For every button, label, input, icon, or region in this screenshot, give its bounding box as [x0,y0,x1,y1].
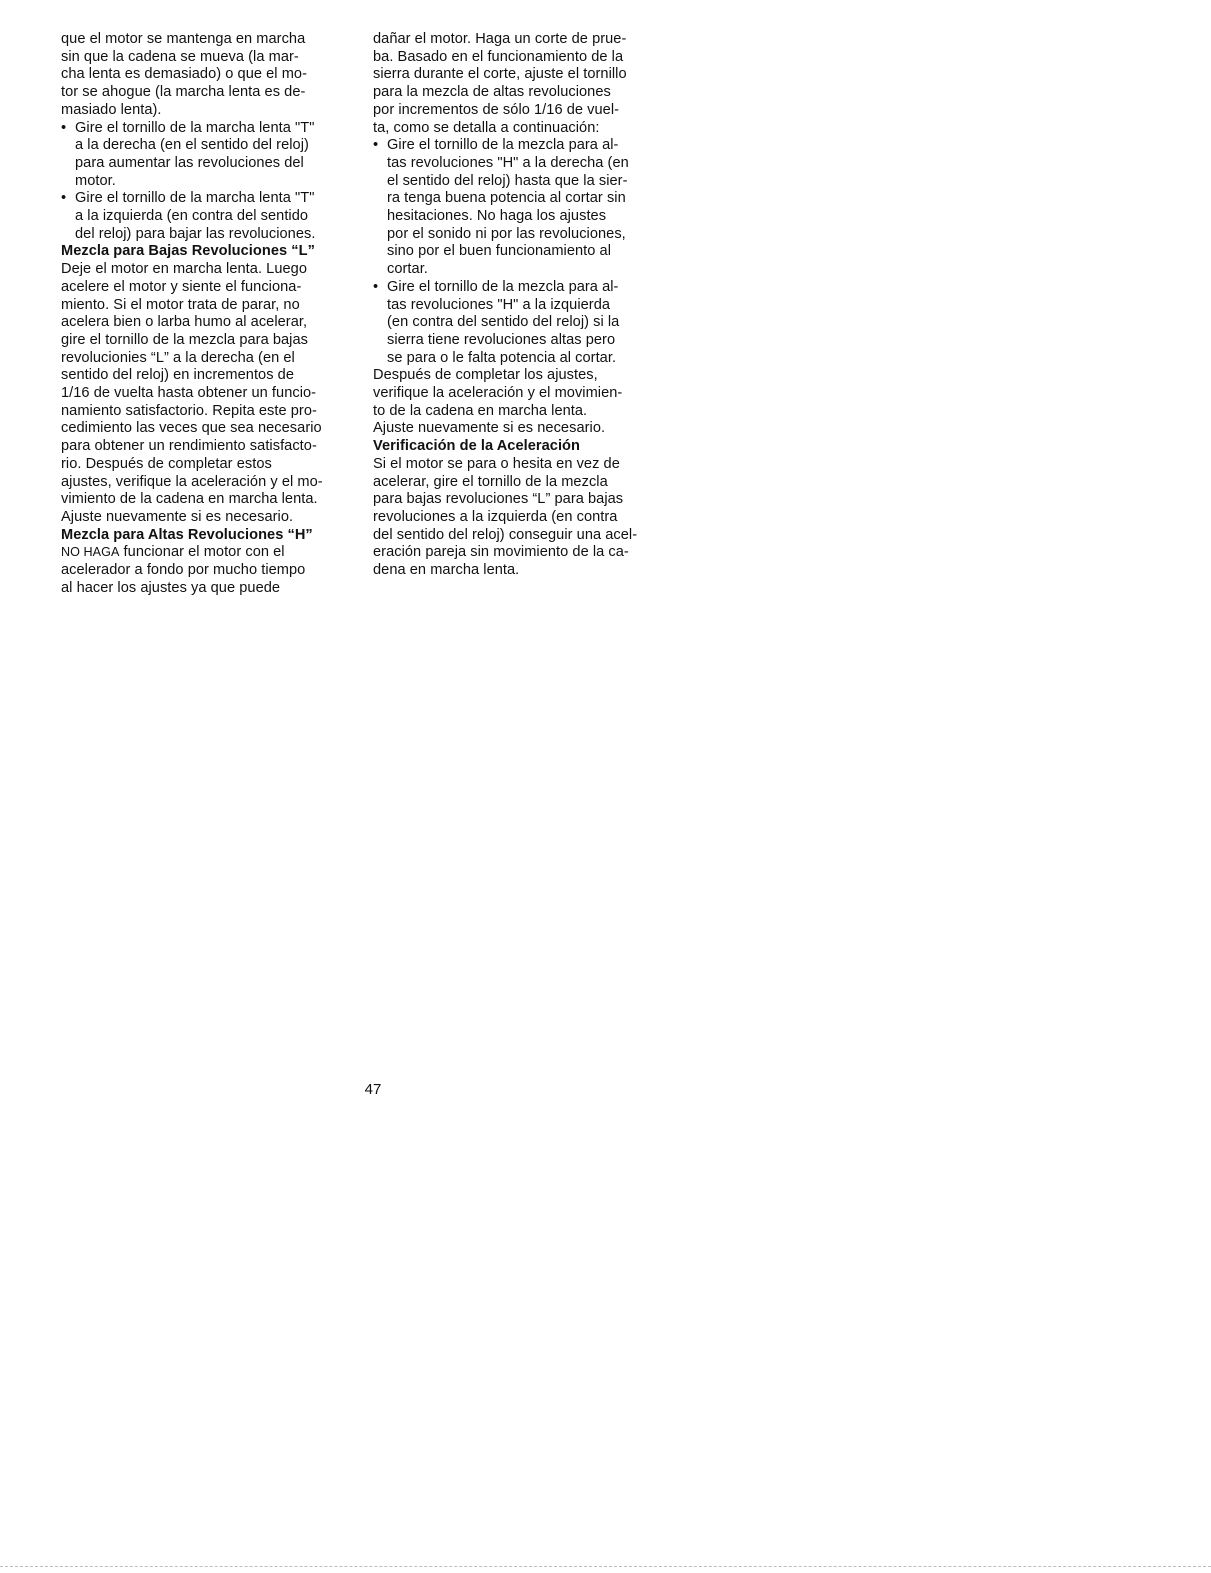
text-line: cha lenta es demasiado) o que el mo- [61,66,307,83]
text-line: Si el motor se para o hesita en vez de [373,455,620,472]
text-line: eración pareja sin movimiento de la ca- [373,544,629,561]
text-line: miento. Si el motor trata de parar, no [61,296,300,313]
text-line: del reloj) para bajar las revoluciones. [75,225,316,242]
text-line: para aumentar las revoluciones del [75,154,304,171]
text-line: por el sonido ni por las revoluciones, [387,225,626,242]
bullet-item [373,137,673,279]
text-line: el sentido del reloj) hasta que la sier- [387,172,628,189]
text-line: acelerar, gire el tornillo de la mezcla [373,473,608,490]
text-line: motor. [75,172,116,189]
text-line: para obtener un rendimiento satisfacto- [61,438,317,455]
text-line: ta, como se detalla a continuación: [373,119,600,136]
text-line: cedimiento las veces que sea necesario [61,420,322,437]
text-line: tor se ahogue (la marcha lenta es de- [61,84,306,101]
text-line: ajustes, verifique la aceleración y el mo- [61,473,323,490]
text-line: dañar el motor. Haga un corte de prue- [373,31,627,47]
text-line: Deje el motor en marcha lenta. Luego [61,261,307,278]
text-line: para la mezcla de altas revoluciones [373,84,611,101]
text-line: acelerador a fondo por mucho tiempo [61,562,306,579]
text-line: sentido del reloj) en incrementos de [61,367,294,384]
text-line: a la derecha (en el sentido del reloj) [75,137,309,154]
right-column [373,31,673,580]
text-line: Ajuste nuevamente si es necesario. [373,420,606,437]
bullet-icon: • [61,190,67,207]
paragraph [373,456,673,580]
paragraph [373,367,673,438]
text-line: a la izquierda (en contra del sentido [75,208,309,225]
text-line: Gire el tornillo de la mezcla para al- [387,278,619,295]
text-line: Gire el tornillo de la marcha lenta "T" [75,190,315,207]
paragraph [61,31,353,120]
bullet-icon: • [373,278,379,295]
text-line: vimiento de la cadena en marcha lenta. [61,491,318,508]
bullet-icon: • [373,137,379,154]
text-line: namiento satisfactorio. Repita este pro- [61,402,317,419]
text-line: Ajuste nuevamente si es necesario. [61,508,294,525]
paragraph [61,544,353,597]
text-line: masiado lenta). [61,101,162,118]
text-line: verifique la aceleración y el movimien- [373,385,623,402]
text-line: hesitaciones. No haga los ajustes [387,208,607,225]
bullet-item [61,120,353,191]
text-line: que el motor se mantenga en marcha [61,31,306,47]
text-line: Gire el tornillo de la marcha lenta "T" [75,119,315,136]
text-line: sin que la cadena se mueva (la mar- [61,48,299,65]
section-heading-acceleration: Verificación de la Aceleración [373,438,580,455]
text-line: gire el tornillo de la mezcla para bajas [61,331,308,348]
emphasis-caps: NO HAGA [61,545,120,560]
text-line: tas revoluciones "H" a la izquierda [387,296,611,313]
text-line: acelere el motor y siente el funciona- [61,278,302,295]
text-line: sierra durante el corte, ajuste el tornillo [373,66,627,83]
text-line: sierra tiene revoluciones altas pero [387,331,616,348]
text-line: para bajas revoluciones “L” para bajas [373,491,624,508]
text-line: ba. Basado en el funcionamiento de la [373,48,624,65]
text-line: funcionar el motor con el [119,544,285,561]
text-line: Gire el tornillo de la mezcla para al- [387,137,619,154]
text-line: por incrementos de sólo 1/16 de vuel- [373,101,620,118]
text-line: sino por el buen funcionamiento al [387,243,611,260]
text-line: ra tenga buena potencia al cortar sin [387,190,626,207]
paragraph [373,31,673,137]
text-line: cortar. [387,261,428,278]
section-heading-low-mix: Mezcla para Bajas Revoluciones “L” [61,243,315,260]
bullet-item [373,279,673,368]
page-number: 47 [364,1081,382,1098]
text-line: rio. Después de completar estos [61,455,272,472]
text-line: del sentido del reloj) conseguir una acel- [373,526,638,543]
text-line: to de la cadena en marcha lenta. [373,402,588,419]
text-line: se para o le falta potencia al cortar. [387,349,617,366]
text-line: (en contra del sentido del reloj) si la [387,314,620,331]
text-line: Después de completar los ajustes, [373,367,598,384]
text-line: tas revoluciones "H" a la derecha (en [387,154,629,171]
bullet-item [61,190,353,243]
left-column [61,31,353,598]
paragraph [61,261,353,527]
text-line: revolucionies “L” a la derecha (en el [61,349,295,366]
section-heading-high-mix: Mezcla para Altas Revoluciones “H” [61,526,313,543]
text-line: revoluciones a la izquierda (en contra [373,508,618,525]
text-line: al hacer los ajustes ya que puede [61,579,281,596]
text-line: acelera bien o larba humo al acelerar, [61,314,308,331]
scan-edge-divider [0,1566,1211,1567]
bullet-icon: • [61,119,67,136]
text-line: 1/16 de vuelta hasta obtener un funcio- [61,385,317,402]
text-line: dena en marcha lenta. [373,562,520,579]
